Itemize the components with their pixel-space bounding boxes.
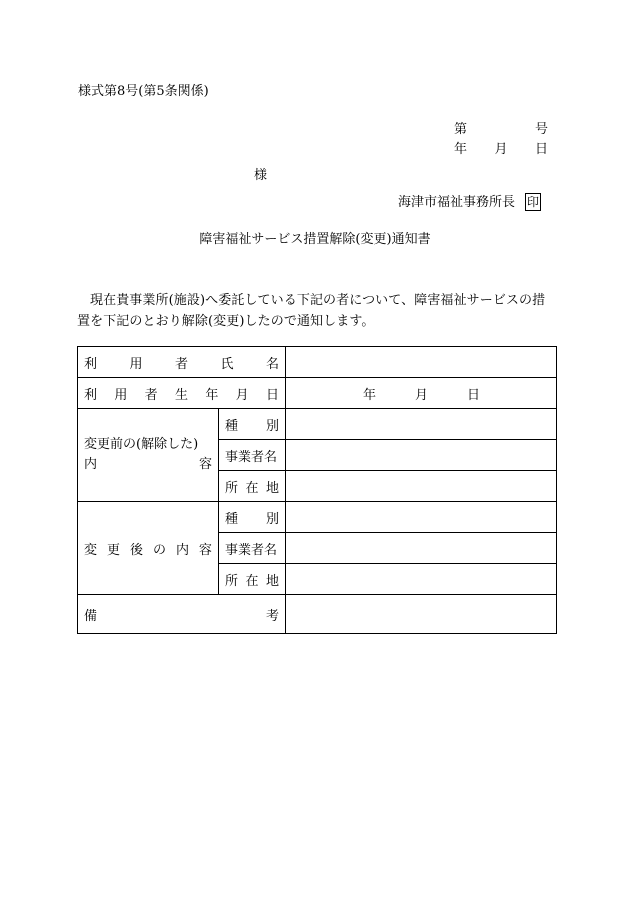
char: 所 xyxy=(225,480,239,496)
value-user-name[interactable] xyxy=(286,347,557,378)
char: 内 xyxy=(175,542,189,558)
number-suffix: 号 xyxy=(534,122,548,137)
label-remarks xyxy=(78,595,286,634)
label-before-business: 事業者名 xyxy=(219,440,286,471)
document-number-line xyxy=(454,123,548,136)
row-user-dob xyxy=(78,378,557,409)
char: 利 xyxy=(84,387,98,403)
char: 所 xyxy=(225,573,239,589)
date-year: 年 xyxy=(454,142,468,157)
value-before-location[interactable] xyxy=(286,471,557,502)
char: 別 xyxy=(265,511,279,527)
label-before-content xyxy=(78,409,219,502)
char: 容 xyxy=(198,457,212,472)
label-user-dob xyxy=(78,378,286,409)
value-user-dob[interactable] xyxy=(286,378,557,409)
before-line2 xyxy=(84,455,212,475)
value-before-kind[interactable] xyxy=(286,409,557,440)
notice-form-table xyxy=(77,346,557,634)
char: 内 xyxy=(84,457,98,472)
char: 種 xyxy=(225,418,239,434)
char: 地 xyxy=(265,573,279,589)
char: の xyxy=(152,542,166,558)
char: 利 xyxy=(84,356,98,372)
char: 氏 xyxy=(220,356,234,372)
before-line1: 変更前の(解除した) xyxy=(84,437,199,452)
row-before-kind xyxy=(78,409,557,440)
char: 変 xyxy=(84,542,98,558)
issue-date-line xyxy=(454,143,548,156)
value-after-kind[interactable] xyxy=(286,502,557,533)
char: 日 xyxy=(265,387,279,403)
dob-day: 日 xyxy=(467,387,481,403)
char: 考 xyxy=(265,608,279,624)
value-before-business[interactable] xyxy=(286,440,557,471)
notice-body: 現在貴事業所(施設)へ委託している下記の者について、障害福祉サービスの措置を下記のとおり解除(変更)したので通知します。 xyxy=(77,293,546,329)
char: 月 xyxy=(235,387,249,403)
value-remarks[interactable] xyxy=(286,595,557,634)
form-number: 様式第8号(第5条関係) xyxy=(78,84,209,99)
char: 用 xyxy=(114,387,128,403)
char: 者 xyxy=(174,356,188,372)
label-after-business: 事業者名 xyxy=(219,533,286,564)
char: 種 xyxy=(225,511,239,527)
char: 容 xyxy=(198,542,212,558)
label-before-location xyxy=(219,471,286,502)
char: 在 xyxy=(245,573,259,589)
label-user-name xyxy=(78,347,286,378)
value-after-business[interactable] xyxy=(286,533,557,564)
document-title: 障害福祉サービス措置解除(変更)通知書 xyxy=(199,232,431,247)
seal-mark: 印 xyxy=(527,195,540,209)
dob-month: 月 xyxy=(415,387,429,403)
char: 生 xyxy=(174,387,188,403)
dob-year: 年 xyxy=(363,387,377,403)
char: 別 xyxy=(265,418,279,434)
char: 年 xyxy=(205,387,219,403)
char: 名 xyxy=(265,356,279,372)
label-after-location xyxy=(219,564,286,595)
row-remarks xyxy=(78,595,557,634)
label-after-kind xyxy=(219,502,286,533)
date-month: 月 xyxy=(494,142,508,157)
char: 在 xyxy=(245,480,259,496)
row-after-kind xyxy=(78,502,557,533)
value-after-location[interactable] xyxy=(286,564,557,595)
char: 後 xyxy=(129,542,143,558)
char: 更 xyxy=(106,542,120,558)
char: 備 xyxy=(84,608,98,624)
char: 者 xyxy=(144,387,158,403)
date-day: 日 xyxy=(534,142,548,157)
issuer-line xyxy=(398,193,541,211)
issuer-name: 海津市福祉事務所長 xyxy=(398,194,516,210)
char: 地 xyxy=(265,480,279,496)
row-user-name xyxy=(78,347,557,378)
addressee-suffix: 様 xyxy=(254,168,268,183)
char: 用 xyxy=(129,356,143,372)
number-prefix: 第 xyxy=(454,122,468,137)
label-after-content xyxy=(78,502,219,595)
label-before-kind xyxy=(219,409,286,440)
